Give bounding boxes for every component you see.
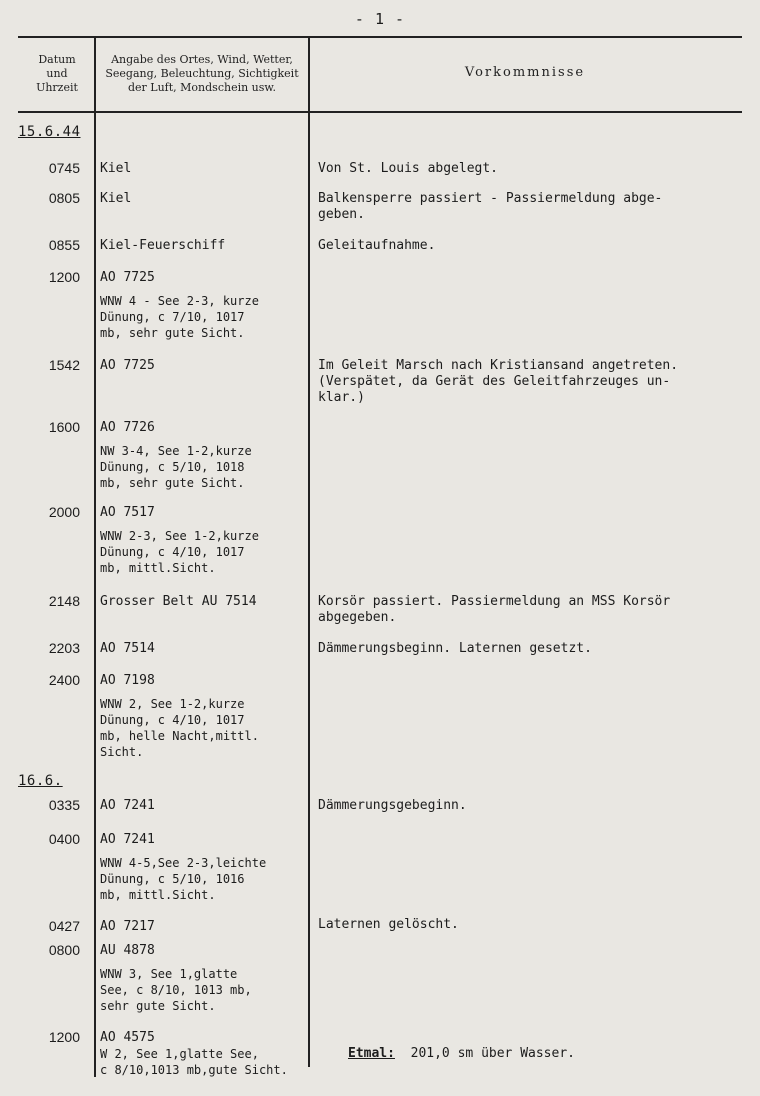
log-note: Im Geleit Marsch nach Kristiansand angetreten. (Verspätet, da Gerät des Geleitfahrzeuges un- klar.) — [318, 358, 679, 405]
log-time: 0855 — [48, 237, 80, 253]
log-location: AO 7514 — [100, 641, 155, 656]
log-location: AO 7198 — [100, 673, 155, 688]
log-time: 2000 — [48, 504, 80, 520]
log-note: Dämmerungsbeginn. Laternen gesetzt. — [318, 641, 592, 656]
header-bottom-rule — [18, 111, 742, 113]
log-location: AO 7241 — [100, 832, 155, 847]
log-time: 1200 — [48, 1029, 80, 1045]
log-time: 1600 — [48, 419, 80, 435]
log-note: Korsör passiert. Passiermeldung an MSS Korsör abgegeben. — [318, 594, 671, 625]
log-location: Grosser Belt AU 7514 — [100, 594, 257, 609]
log-location: Kiel — [100, 191, 132, 206]
log-note: Von St. Louis abgelegt. — [318, 161, 499, 176]
column-divider-1 — [94, 37, 96, 1077]
log-location: AO 4575 — [100, 1030, 155, 1045]
log-time: 0427 — [48, 918, 80, 934]
log-note: Balkensperre passiert - Passiermeldung abge- geben. — [318, 191, 663, 222]
etmal-value: 201,0 sm über Wasser. — [410, 1046, 575, 1061]
log-time: 0335 — [48, 797, 80, 813]
log-weather: W 2, See 1,glatte See, c 8/10,1013 mb,gute Sicht. — [100, 1047, 288, 1077]
etmal-label: Etmal: — [348, 1046, 395, 1061]
log-location: AO 7217 — [100, 919, 155, 934]
date-heading: 15.6.44 — [18, 124, 81, 140]
log-note: Dämmerungsgebeginn. — [318, 798, 467, 813]
log-time: 0800 — [48, 942, 80, 958]
log-time: 2400 — [48, 672, 80, 688]
header-ort: Angabe des Ortes, Wind, Wetter, Seegang, Beleuchtung, Sichtigkeit der Luft, Mondschein usw. — [105, 53, 299, 94]
log-location: AO 7725 — [100, 358, 155, 373]
log-location: Kiel-Feuerschiff — [100, 238, 226, 253]
log-weather: WNW 4 - See 2-3, kurze Dünung, c 7/10, 1017 mb, sehr gute Sicht. — [100, 294, 259, 340]
log-time: 1200 — [48, 269, 80, 285]
log-location: AO 7725 — [100, 270, 155, 285]
log-time: 0745 — [48, 160, 80, 176]
log-weather: WNW 2, See 1-2,kurze Dünung, c 4/10, 1017 mb, helle Nacht,mittl. Sicht. — [100, 697, 259, 759]
log-location: AU 4878 — [100, 943, 155, 958]
log-weather: WNW 4-5,See 2-3,leichte Dünung, c 5/10, 1016 mb, mittl.Sicht. — [100, 856, 267, 902]
log-time: 2148 — [48, 593, 80, 609]
header-top-rule — [18, 36, 742, 38]
log-location: AO 7517 — [100, 505, 155, 520]
log-weather: WNW 3, See 1,glatte See, c 8/10, 1013 mb, sehr gute Sicht. — [100, 967, 252, 1013]
log-time: 0400 — [48, 831, 80, 847]
log-weather: WNW 2-3, See 1-2,kurze Dünung, c 4/10, 1017 mb, mittl.Sicht. — [100, 529, 259, 575]
log-weather: NW 3-4, See 1-2,kurze Dünung, c 5/10, 1018 mb, sehr gute Sicht. — [100, 444, 252, 490]
header-vorkommnisse: Vorkommnisse — [464, 65, 586, 80]
header-datum: Datum und Uhrzeit — [36, 53, 78, 94]
date-heading: 16.6. — [18, 773, 63, 789]
log-location: AO 7241 — [100, 798, 155, 813]
log-time: 0805 — [48, 190, 80, 206]
page-number: - 1 - — [354, 10, 406, 28]
log-time: 1542 — [48, 357, 80, 373]
log-note: Geleitaufnahme. — [318, 238, 436, 253]
log-time: 2203 — [48, 640, 80, 656]
log-location: Kiel — [100, 161, 132, 176]
log-note: Laternen gelöscht. — [318, 917, 459, 932]
etmal-summary — [348, 1046, 575, 1061]
log-location: AO 7726 — [100, 420, 155, 435]
